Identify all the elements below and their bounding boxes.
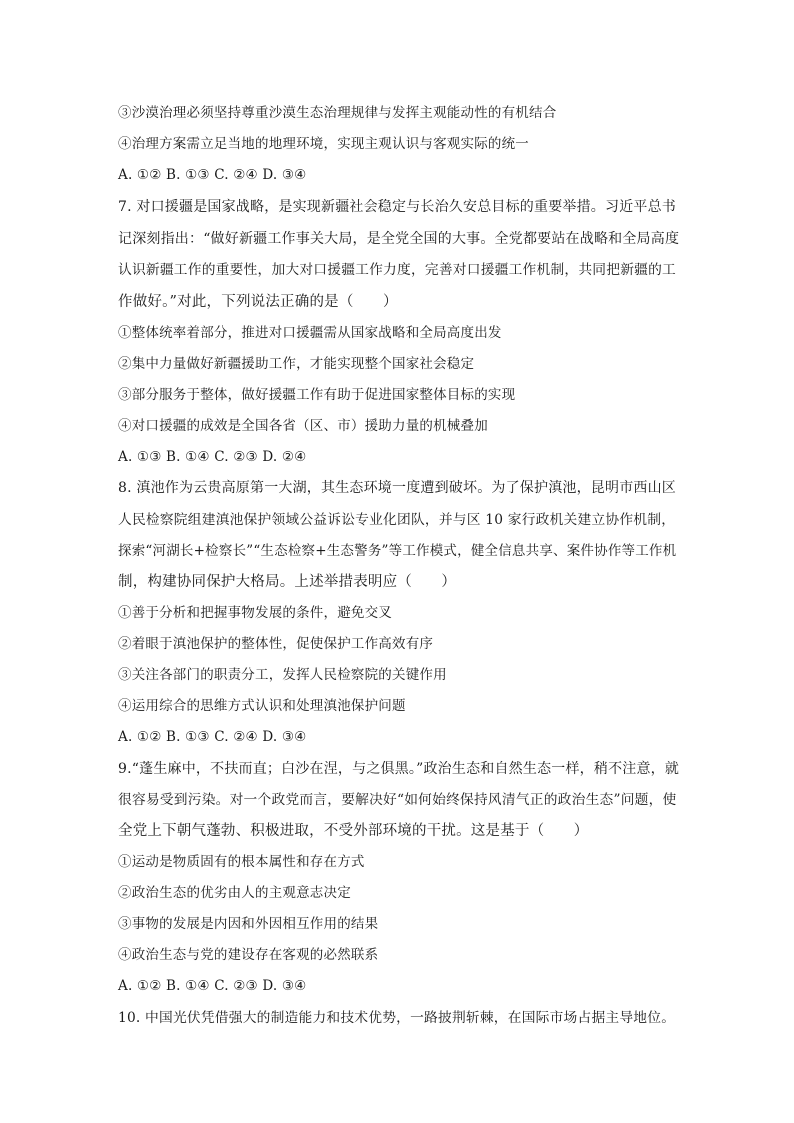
q8-option-2: ②着眼于滇池保护的整体性，促使保护工作高效有序 <box>118 636 434 652</box>
q7-stem-line-4: 作做好。”对此，下列说法正确的是（ ） <box>118 294 398 310</box>
q9-option-2: ②政治生态的优劣由人的主观意志决定 <box>118 885 351 901</box>
q9-answer-choices: A. ①② B. ①④ C. ②③ D. ③④ <box>118 978 307 994</box>
q8-answer-choices: A. ①② B. ①③ C. ②④ D. ③④ <box>118 729 307 745</box>
q9-option-4: ④政治生态与党的建设存在客观的必然联系 <box>118 947 379 963</box>
q7-option-1: ①整体统率着部分，推进对口援疆需从国家战略和全局高度出发 <box>118 325 502 341</box>
q8-stem-line-3: 探索“河湖长+检察长”“生态检察+生态警务”等工作模式，健全信息共享、案件协作等工作机 <box>118 543 677 559</box>
q10-stem-line-1: 10. 中国光伏凭借强大的制造能力和技术优势，一路披荆斩棘，在国际市场占据主导地位。 <box>118 1010 676 1026</box>
q7-answer-choices: A. ①③ B. ①④ C. ②③ D. ②④ <box>118 449 307 465</box>
q9-stem-line-3: 全党上下朝气蓬勃、积极进取，不受外部环境的干扰。这是基于（ ） <box>118 823 589 839</box>
q9-stem-line-2: 很容易受到污染。对一个政党而言，要解决好“如何始终保持风清气正的政治生态”问题，使 <box>118 792 677 808</box>
q9-stem-line-1: 9.“蓬生麻中，不扶而直；白沙在涅，与之俱黑。”政治生态和自然生态一样，稍不注意，就 <box>118 761 680 777</box>
prev-option-4: ④治理方案需立足当地的地理环境，实现主观认识与客观实际的统一 <box>118 136 529 152</box>
prev-option-3: ③沙漠治理必须坚持尊重沙漠生态治理规律与发挥主观能动性的有机结合 <box>118 105 557 121</box>
q9-option-1: ①运动是物质固有的根本属性和存在方式 <box>118 854 365 870</box>
q8-option-4: ④运用综合的思维方式认识和处理滇池保护问题 <box>118 698 406 714</box>
q7-option-4: ④对口援疆的成效是全国各省（区、市）援助力量的机械叠加 <box>118 418 488 434</box>
q8-stem-line-2: 人民检察院组建滇池保护领域公益诉讼专业化团队，并与区 10 家行政机关建立协作机制， <box>118 512 676 528</box>
q8-stem-line-4: 制，构建协同保护大格局。上述举措表明应（ ） <box>118 574 457 590</box>
q7-stem-line-1: 7. 对口援疆是国家战略，是实现新疆社会稳定与长治久安总目标的重要举措。习近平总书 <box>118 199 677 215</box>
q8-stem-line-1: 8. 滇池作为云贵高原第一大湖，其生态环境一度遭到破坏。为了保护滇池，昆明市西山区 <box>118 480 677 496</box>
q9-option-3: ③事物的发展是内因和外因相互作用的结果 <box>118 916 379 932</box>
q7-option-3: ③部分服务于整体，做好援疆工作有助于促进国家整体目标的实现 <box>118 387 516 403</box>
prev-answer-choices: A. ①② B. ①③ C. ②④ D. ③④ <box>118 167 307 183</box>
q7-stem-line-2: 记深刻指出：“做好新疆工作事关大局，是全党全国的大事。全党都要站在战略和全局高度 <box>118 231 680 247</box>
q8-option-1: ①善于分析和把握事物发展的条件，避免交叉 <box>118 605 392 621</box>
q8-option-3: ③关注各部门的职责分工，发挥人民检察院的关键作用 <box>118 667 447 683</box>
q7-option-2: ②集中力量做好新疆援助工作，才能实现整个国家社会稳定 <box>118 356 475 372</box>
q7-stem-line-3: 认识新疆工作的重要性，加大对口援疆工作力度，完善对口援疆工作机制，共同把新疆的工 <box>118 262 677 278</box>
